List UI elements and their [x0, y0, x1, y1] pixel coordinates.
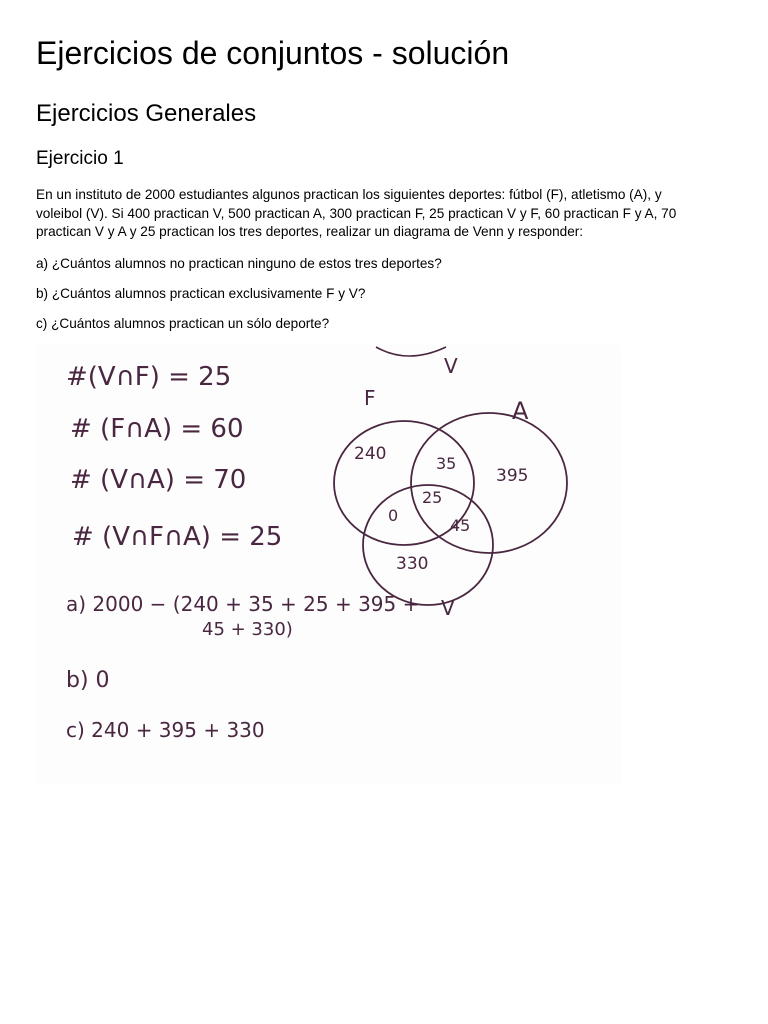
answer-a-line1: a) 2000 − (240 + 35 + 25 + 395 +: [66, 592, 420, 616]
answer-c: c) 240 + 395 + 330: [66, 718, 265, 742]
venn-region-v-only: 330: [396, 554, 429, 574]
question-c: c) ¿Cuántos alumnos practican un sólo deporte?: [36, 316, 330, 331]
answer-a-line2: 45 + 330): [202, 619, 293, 640]
venn-region-v-a: 45: [450, 516, 471, 535]
venn-label-v-top: V: [444, 354, 458, 378]
question-b: b) ¿Cuántos alumnos practican exclusivamente F y V?: [36, 286, 366, 301]
page-title: Ejercicios de conjuntos - solución: [36, 35, 510, 71]
venn-label-v: V: [441, 596, 455, 620]
venn-region-f-a: 35: [436, 454, 457, 473]
equation-f-and-a: # (F∩A) = 60: [70, 414, 244, 444]
venn-circle-a: [411, 413, 567, 553]
equation-v-and-f: #(V∩F) = 25: [66, 362, 232, 392]
equation-v-and-a: # (V∩A) = 70: [70, 465, 247, 495]
handwritten-solution-image: [36, 345, 621, 785]
exercise-statement: En un instituto de 2000 estudiantes algunos practican los siguientes deportes: fútbol (F), atletismo (A), y voleibol (V). Si 400 practican V, 500 practican A, 300 practican F, 25 practican V y F, 60 practican F y A, 70 practican V y A y 25 practican los tres deportes, realizar un diagrama de Venn y responder:: [36, 187, 677, 239]
venn-label-a: A: [512, 397, 529, 425]
venn-region-f-only: 240: [354, 444, 387, 464]
venn-region-a-only: 395: [496, 466, 529, 486]
exercise-title: Ejercicio 1: [36, 148, 124, 169]
venn-region-f-v: 0: [388, 506, 399, 525]
section-title: Ejercicios Generales: [36, 100, 257, 127]
venn-label-f: F: [364, 386, 376, 410]
partial-circle-arc: [376, 347, 446, 356]
venn-region-center: 25: [422, 488, 443, 507]
answer-b: b) 0: [66, 668, 110, 693]
question-a: a) ¿Cuántos alumnos no practican ninguno de estos tres deportes?: [36, 256, 442, 271]
equation-v-f-a: # (V∩F∩A) = 25: [72, 522, 283, 552]
